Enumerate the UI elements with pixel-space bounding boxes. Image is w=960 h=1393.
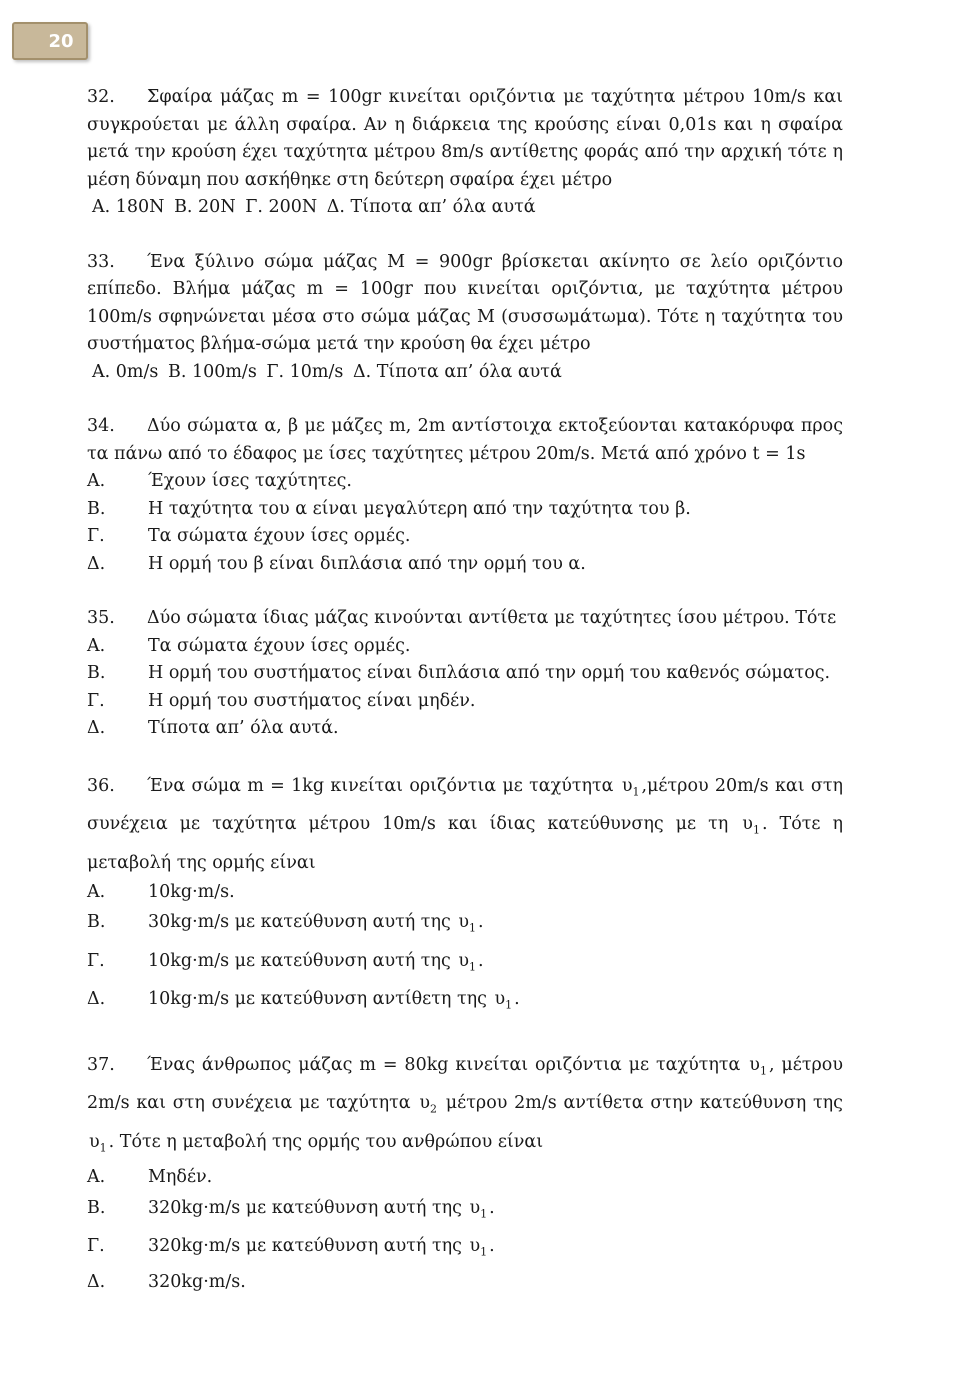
option-c (87, 1230, 843, 1269)
velocity-symbol (87, 1132, 109, 1152)
velocity-symbol (620, 776, 642, 796)
option-letter: Δ. (87, 718, 106, 738)
velocity-symbol (456, 912, 478, 935)
question-number: 35. (87, 608, 115, 628)
option-text: 30kg·m/s με κατεύθυνση αυτή της (148, 912, 451, 932)
option-text: Τίποτα απ’ όλα αυτά. (148, 718, 339, 738)
option-text: Μηδέν. (148, 1167, 213, 1187)
choice-d: Δ. Τίποτα απ’ όλα αυτά (352, 361, 562, 382)
question-number: 32. (87, 87, 115, 107)
option-text-wrap (148, 1192, 843, 1231)
option-letter: Δ. (87, 553, 106, 574)
subscript: 1 (759, 1064, 767, 1077)
question-text-part: Ένα σώμα m = 1kg κινείται οριζόντια με ταχύτητα (147, 775, 614, 796)
option-text-wrap (148, 945, 843, 984)
choice-b: Β. 20N (174, 197, 236, 217)
option-b (87, 1192, 843, 1231)
velocity-symbol (493, 989, 515, 1012)
option-a (87, 879, 843, 907)
option-text: Τα σώματα έχουν ίσες ορμές. (148, 526, 411, 546)
question-text: Δύο σώματα α, β με μάζες m, 2m αντίστοιχα εκτοξεύονται κατακόρυφα προς τα πάνω από το έδαφος με ίσες ταχύτητες μέτρου 20m/s. Μετά από χρόνο t = 1s (87, 416, 843, 464)
option-text: 10kg·m/s με κατεύθυνση αντίθετη της (148, 989, 487, 1009)
option-c (87, 523, 843, 551)
option-text-wrap (148, 983, 843, 1022)
subscript: 1 (505, 998, 513, 1012)
question-36 (87, 770, 843, 1022)
option-b (87, 906, 843, 945)
question-text-part: , μέτρου 2m/s και στη συνέχεια με ταχύτητα (87, 1054, 843, 1113)
option-d (87, 1269, 843, 1297)
option-letter: Α. (87, 471, 106, 491)
page-number: 20 (48, 30, 74, 52)
option-letter: Γ. (87, 950, 105, 971)
option-c (87, 688, 843, 716)
upsilon-symbol: υ (742, 814, 753, 834)
subscript: 1 (99, 1141, 107, 1154)
option-letter: Β. (87, 912, 106, 932)
question-37 (87, 1049, 843, 1297)
choices-line (87, 359, 843, 387)
option-letter: Β. (87, 663, 106, 683)
option-a (87, 468, 843, 496)
choice-c: Γ. 10m/s (266, 361, 344, 382)
option-a (87, 1164, 843, 1192)
subscript: 1 (752, 823, 760, 837)
question-number: 37. (87, 1054, 115, 1075)
velocity-symbol (417, 1093, 439, 1116)
question-text: Δύο σώματα ίδιας μάζας κινούνται αντίθετα με ταχύτητες ίσου μέτρου. Τότε (147, 608, 837, 628)
subscript: 1 (480, 1207, 488, 1220)
upsilon-symbol: υ (621, 775, 633, 796)
question-text-part: Ένας άνθρωπος μάζας m = 80kg κινείται οριζόντια με ταχύτητα (147, 1054, 741, 1075)
page-number-badge (12, 22, 88, 60)
upsilon-symbol: υ (749, 1054, 760, 1075)
question-text-part: . Τότε η μεταβολή της ορμής του ανθρώπου είναι (108, 1131, 544, 1152)
choices-line (87, 194, 843, 222)
upsilon-symbol: υ (494, 989, 506, 1009)
option-d (87, 983, 843, 1022)
velocity-symbol (747, 1055, 769, 1075)
upsilon-symbol: υ (419, 1093, 431, 1113)
question-35 (87, 605, 843, 743)
choice-b: Β. 100m/s (167, 361, 257, 382)
option-text: Η ορμή του συστήματος είναι διπλάσια από την ορμή του καθενός σώματος. (148, 663, 831, 683)
question-number: 33. (87, 251, 115, 272)
option-text: Η ταχύτητα του α είναι μεγαλύτερη από την ταχύτητα του β. (148, 498, 691, 519)
question-32 (87, 84, 843, 222)
option-d (87, 715, 843, 743)
choice-d: Δ. Τίποτα απ’ όλα αυτά (326, 197, 536, 217)
question-text-part: ,μέτρου 20m/s και στη συνέχεια με ταχύτητα μέτρου 10m/s και ίδιας κατεύθυνσης με τη (87, 775, 843, 834)
question-number: 34. (87, 416, 115, 436)
option-a (87, 633, 843, 661)
option-letter: Α. (87, 1167, 106, 1187)
option-text: Η ορμή του β είναι διπλάσια από την ορμή του α. (148, 553, 586, 574)
upsilon-symbol: υ (469, 1236, 481, 1256)
velocity-symbol (467, 1198, 489, 1218)
option-letter: Δ. (87, 989, 106, 1009)
subscript: 1 (480, 1245, 488, 1259)
velocity-symbol (740, 814, 762, 837)
option-letter: Β. (87, 498, 106, 519)
subscript: 1 (469, 960, 476, 973)
option-letter: Δ. (87, 1271, 106, 1292)
question-text-part: μέτρου 2m/s αντίθετα στην κατεύθυνση της (445, 1093, 843, 1113)
period: . (514, 989, 520, 1009)
question-33 (87, 249, 843, 387)
option-text: 10kg·m/s. (148, 881, 235, 902)
question-number: 36. (87, 775, 115, 796)
option-text: 10kg·m/s με κατεύθυνση αυτή της (148, 950, 451, 971)
upsilon-symbol: υ (89, 1131, 100, 1152)
option-text: 320kg·m/s. (148, 1271, 246, 1292)
option-text: 320kg·m/s με κατεύθυνση αυτή της (148, 1197, 462, 1218)
question-text-part: . Τότε η μεταβολή της ορμής είναι (87, 814, 843, 873)
option-c (87, 945, 843, 984)
option-letter: Α. (87, 635, 106, 656)
subscript: 1 (469, 921, 476, 935)
velocity-symbol (456, 951, 478, 971)
option-letter: Β. (87, 1197, 106, 1218)
upsilon-symbol: υ (458, 912, 469, 932)
option-text: Η ορμή του συστήματος είναι μηδέν. (148, 690, 476, 711)
option-letter: Γ. (87, 1236, 105, 1256)
question-text: Ένα ξύλινο σώμα μάζας Μ = 900gr βρίσκεται ακίνητο σε λείο οριζόντιο επίπεδο. Βλήμα μάζας m = 100gr που κινείται οριζόντια, με ταχύτητα μέτρου 100m/s σφηνώνεται μέσα στο σώμα μάζας Μ (συσσωμάτωμα). Τότε η ταχύτητα του συστήματος βλήμα-σώμα μετά την κρούση θα έχει μέτρο (87, 251, 843, 354)
question-text: Σφαίρα μάζας m = 100gr κινείται οριζόντια με ταχύτητα μέτρου 10m/s και συγκρούεται με άλλη σφαίρα. Αν η διάρκεια της κρούσης είναι 0,01s και η σφαίρα μετά την κρούση έχει ταχύτητα μέτρου 8m/s αντίθετης φοράς από την αρχική τότε η μέση δύναμη που ασκήθηκε στη δεύτερη σφαίρα έχει μέτρο (87, 87, 843, 190)
subscript: 1 (632, 785, 640, 798)
option-text-wrap (148, 1230, 843, 1269)
period: . (478, 950, 484, 971)
document-body (87, 84, 843, 1323)
question-34 (87, 413, 843, 578)
velocity-symbol (467, 1236, 489, 1259)
option-letter: Γ. (87, 690, 105, 711)
option-text: Τα σώματα έχουν ίσες ορμές. (148, 635, 411, 656)
option-b (87, 660, 843, 688)
option-b (87, 496, 843, 524)
subscript: 2 (430, 1102, 438, 1116)
option-letter: Α. (87, 881, 106, 902)
option-text: Έχουν ίσες ταχύτητες. (148, 471, 352, 491)
choice-a: Α. 180N (92, 197, 165, 217)
period: . (489, 1236, 495, 1256)
option-d (87, 551, 843, 579)
choice-c: Γ. 200N (245, 197, 318, 217)
upsilon-symbol: υ (458, 950, 469, 971)
option-text-wrap (148, 906, 843, 945)
option-text: 320kg·m/s με κατεύθυνση αυτή της (148, 1236, 462, 1256)
period: . (489, 1197, 495, 1218)
period: . (478, 912, 484, 932)
upsilon-symbol: υ (469, 1197, 481, 1218)
choice-a: Α. 0m/s (92, 361, 159, 382)
option-letter: Γ. (87, 526, 105, 546)
